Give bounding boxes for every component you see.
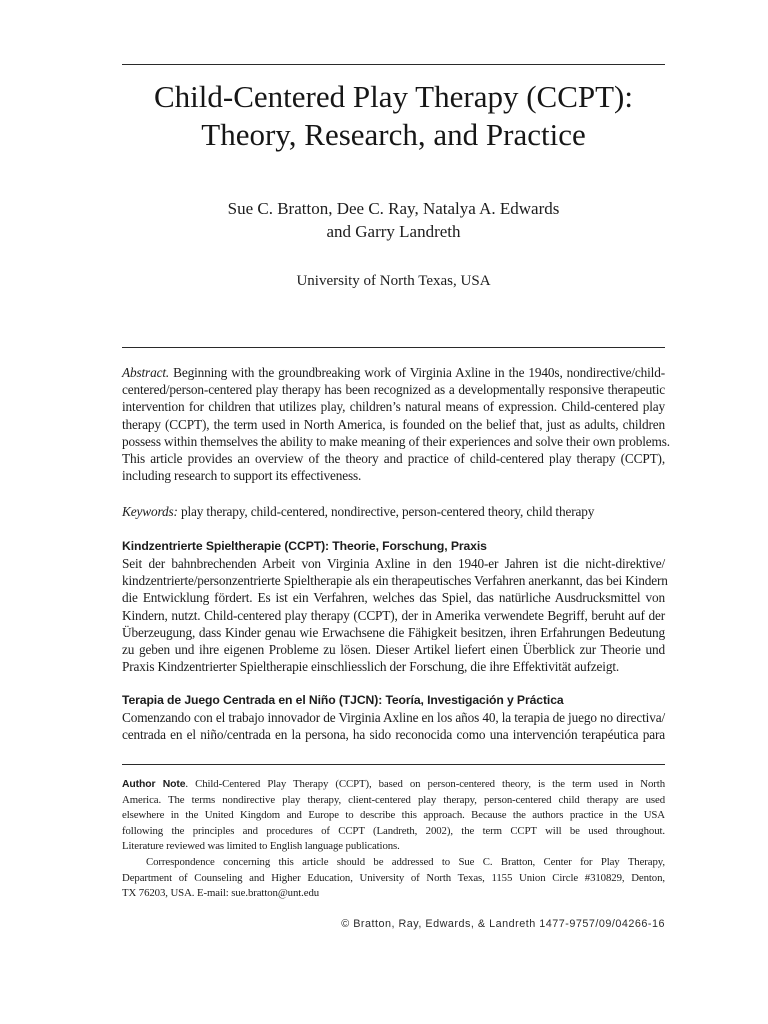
top-rule — [122, 64, 665, 65]
author-note-line: following the principles and procedures of CCPT (Landreth, 2002), the term CCPT will be used throughout. — [122, 824, 665, 837]
page-title — [122, 78, 665, 154]
german-line: kindzentrierte/personzentrierte Spieltherapie als ein therapeutisches Verfahren anerkannt, das bei Kindern — [122, 573, 668, 589]
affiliation: University of North Texas, USA — [296, 273, 491, 289]
author-note-line: elsewhere in the United Kingdom and Europe to describe this approach. Because the authors practice in the USA — [122, 809, 665, 822]
spanish-heading: Terapia de Juego Centrada en el Niño (TJCN): Teoría, Investigación y Práctica — [122, 693, 564, 707]
abstract-line — [122, 364, 665, 381]
german-line: die Entwicklung fördert. Es ist ein Verfahren, welches das Spiel, das natürliche Ausdrucksmittel von — [122, 590, 665, 606]
header-divider — [122, 347, 665, 348]
authors-line-2: and Garry Landreth — [326, 222, 461, 241]
german-line: Seit der bahnbrechenden Arbeit von Virginia Axline in den 1940-er Jahren ist die nicht-direktive/ — [122, 556, 665, 571]
footnote-divider — [122, 764, 665, 765]
spanish-line: centrada en el niño/centrada en la persona, ha sido reconocida como una intervención terapéutica para — [122, 727, 665, 743]
german-abstract — [122, 538, 668, 675]
author-note-line: America. The terms nondirective play therapy, client-centered play therapy, person-centered child therapy are used — [122, 793, 665, 806]
spanish-line: Comenzando con el trabajo innovador de Virginia Axline en los años 40, la terapia de juego no directiva/ — [122, 710, 665, 725]
german-line: Praxis Kindzentrierter Spieltherapie einschliesslich der Forschung, die ihre Effektivität aufzeigt. — [122, 659, 620, 675]
author-note-line: Literature reviewed was limited to English language publications. — [122, 840, 400, 853]
abstract-line: This article provides an overview of the theory and practice of child-centered play therapy (CCPT), — [122, 451, 665, 467]
author-note — [122, 777, 665, 902]
author-note-line — [122, 777, 665, 793]
german-line: zu geben und ihre eigenen Probleme zu lösen. Dieser Artikel liefert einen Überblick zur Theorie und — [122, 642, 665, 658]
authors-line-1: Sue C. Bratton, Dee C. Ray, Natalya A. Edwards — [227, 199, 560, 218]
title-line-2: Theory, Research, and Practice — [201, 117, 586, 152]
keywords-text: play therapy, child-centered, nondirective, person-centered theory, child therapy — [177, 504, 595, 519]
author-list — [122, 197, 665, 243]
correspondence-line: Correspondence concerning this article should be addressed to Sue C. Bratton, Center for Play Therapy, — [146, 855, 665, 868]
copyright-footer: © Bratton, Ray, Edwards, & Landreth 1477-9757/09/04266-16 — [341, 918, 665, 930]
german-line: Überzeugung, dass Kinder genau wie Erwachsene die Fähigkeit besitzen, ihren Erfahrungen Bedeutung — [122, 624, 665, 640]
abstract-line: intervention for children that utilizes play, children’s natural means of expression. Child-centered play — [122, 399, 665, 415]
correspondence-line: Department of Counseling and Higher Education, University of North Texas, 1155 Union Circle #310829, Denton, — [122, 871, 665, 884]
abstract-line: centered/person-centered play therapy has been recognized as a developmentally responsive therapeutic — [122, 382, 665, 398]
abstract-line: possess within themselves the ability to make meaning of their experiences and solve their own problems. — [122, 433, 670, 449]
keywords-label: Keywords: — [122, 504, 178, 519]
abstract-line: therapy (CCPT), the term used in North America, is founded on the belief that, just as adults, children — [122, 416, 665, 432]
author-note-line-text: . Child-Centered Play Therapy (CCPT), based on person-centered theory, is the term used in North — [185, 778, 665, 790]
abstract — [122, 364, 670, 484]
title-line-1: Child-Centered Play Therapy (CCPT): — [154, 79, 633, 114]
abstract-line-text: Beginning with the groundbreaking work of Virginia Axline in the 1940s, nondirective/child- — [169, 365, 665, 380]
german-heading: Kindzentrierte Spieltherapie (CCPT): Theorie, Forschung, Praxis — [122, 539, 487, 553]
author-note-label: Author Note — [122, 779, 186, 790]
german-line: Kindern, nutzt. Child-centered play therapy (CCPT), der in Amerika verwendete Begriff, beruht auf der — [122, 607, 665, 623]
spanish-abstract — [122, 692, 665, 743]
abstract-line: including research to support its effectiveness. — [122, 468, 362, 484]
keywords-line — [122, 503, 665, 520]
abstract-label: Abstract. — [122, 365, 170, 380]
keywords — [122, 503, 665, 520]
correspondence-line: TX 76203, USA. E-mail: sue.bratton@unt.edu — [122, 887, 320, 900]
